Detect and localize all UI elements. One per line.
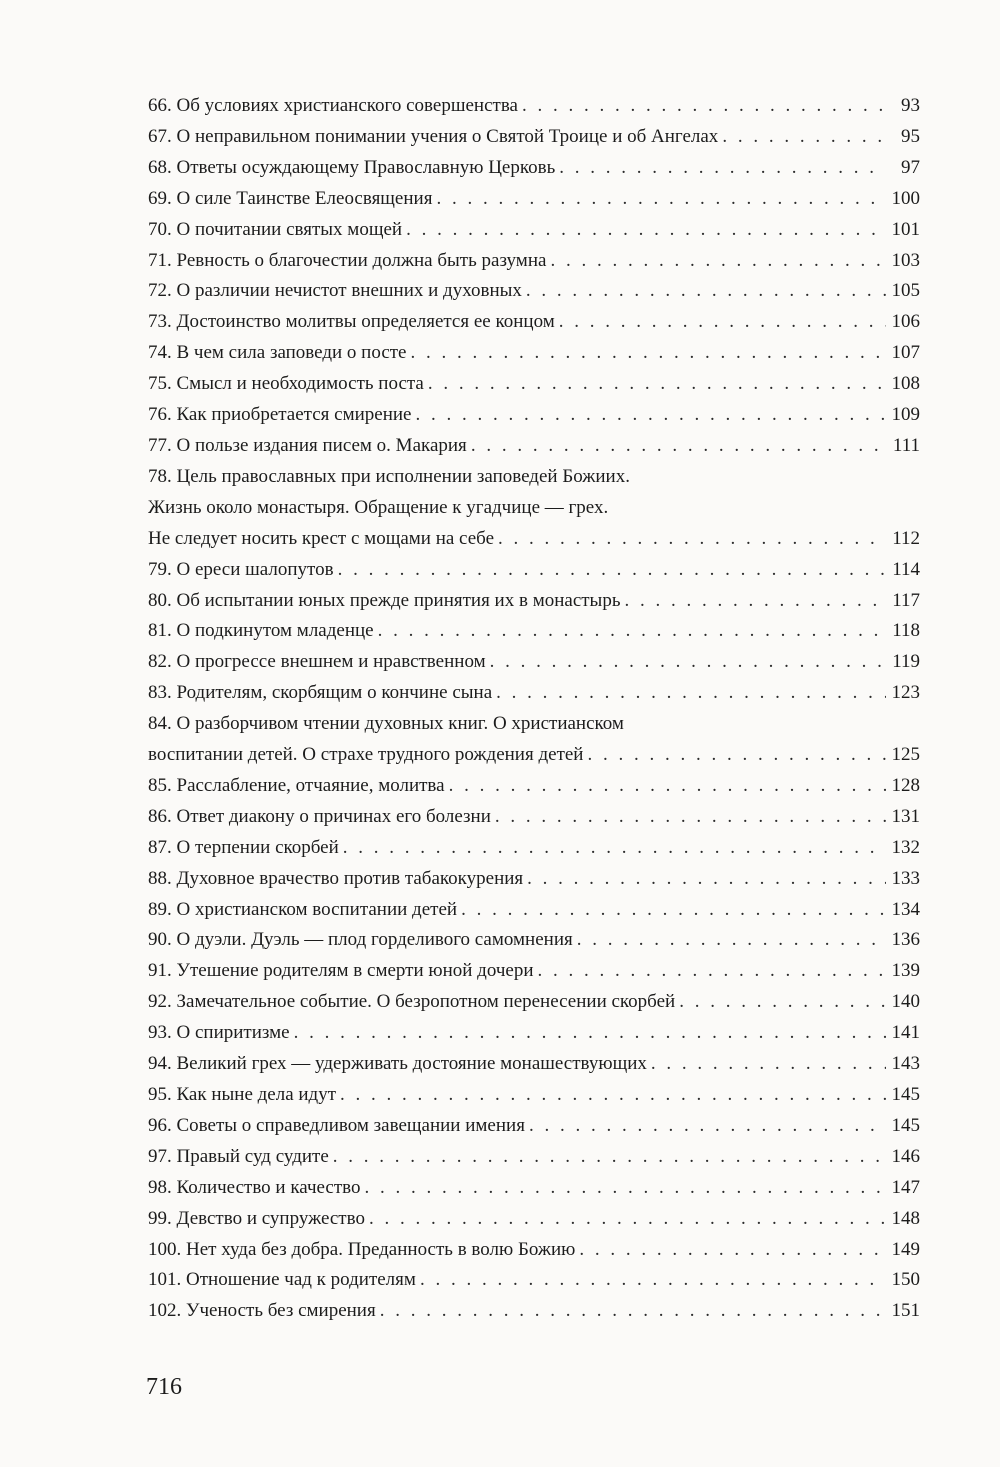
toc-entry-row bbox=[148, 555, 920, 586]
toc-entry-title-line: 88. Духовное врачество против табакокурения bbox=[148, 867, 524, 889]
toc-entry-title-line: 68. Ответы осуждающему Православную Церковь bbox=[148, 156, 556, 178]
toc-entry-page-number: 103 bbox=[891, 249, 920, 271]
toc-entry bbox=[148, 1296, 920, 1327]
toc-entry-title-line: 69. О силе Таинстве Елеосвящения bbox=[148, 187, 433, 209]
toc-entry bbox=[148, 771, 920, 802]
toc-entry-title-line: 78. Цель православных при исполнении заповедей Божиих. bbox=[148, 465, 630, 487]
dot-leader bbox=[559, 153, 886, 184]
toc-entry-row bbox=[148, 1049, 920, 1080]
toc-entry-page-number: 139 bbox=[891, 960, 920, 982]
dot-leader bbox=[471, 431, 886, 462]
toc-entry-page-number: 93 bbox=[901, 95, 920, 116]
toc-entry-page-number: 112 bbox=[892, 527, 920, 549]
toc-entry-title-line: 98. Количество и качество bbox=[148, 1176, 361, 1198]
dot-leader bbox=[625, 586, 887, 617]
toc-entry bbox=[148, 276, 920, 307]
dot-leader bbox=[333, 1142, 886, 1173]
toc-entry bbox=[148, 1265, 920, 1296]
toc-entry bbox=[148, 678, 920, 709]
toc-entry bbox=[148, 1049, 920, 1080]
toc-entry-title-line: 72. О различии нечистот внешних и духовных bbox=[148, 280, 522, 302]
toc-entry bbox=[148, 1111, 920, 1142]
toc-entry bbox=[148, 1080, 920, 1111]
toc-entry-page-number: 105 bbox=[891, 280, 920, 302]
toc-entry-row bbox=[148, 153, 920, 184]
toc-entry bbox=[148, 462, 920, 555]
toc-entry-title-line: 101. Отношение чад к родителям bbox=[148, 1269, 416, 1291]
toc-entry bbox=[148, 1204, 920, 1235]
dot-leader bbox=[579, 1235, 886, 1266]
toc-entry-title-line: 87. О терпении скорбей bbox=[148, 836, 339, 858]
toc-entry-page-number: 146 bbox=[891, 1145, 920, 1167]
toc-entry bbox=[148, 895, 920, 926]
dot-leader bbox=[378, 616, 886, 647]
toc-entry bbox=[148, 1235, 920, 1266]
toc-entry-title-line: 97. Правый суд судите bbox=[148, 1145, 329, 1167]
toc-entry bbox=[148, 246, 920, 277]
toc-entry-page-number: 117 bbox=[892, 589, 920, 611]
dot-leader bbox=[340, 1080, 886, 1111]
toc-entry-page-number: 108 bbox=[891, 373, 920, 395]
toc-entry-page-number: 123 bbox=[891, 682, 920, 704]
dot-leader bbox=[722, 122, 886, 153]
toc-entry-row bbox=[148, 369, 920, 400]
toc-entry-title-line: Жизнь около монастыря. Обращение к угадчице — грех. bbox=[148, 496, 609, 518]
toc-entry-row bbox=[148, 215, 920, 246]
toc-entry-page-number: 140 bbox=[891, 991, 920, 1013]
toc-entry-page-number: 145 bbox=[891, 1114, 920, 1136]
dot-leader bbox=[420, 1265, 886, 1296]
toc-entry-row bbox=[148, 864, 920, 895]
toc-entry-title-line: 70. О почитании святых мощей bbox=[148, 218, 403, 240]
toc-entry-title-line: 92. Замечательное событие. О безропотном перенесении скорбей bbox=[148, 991, 676, 1013]
toc-entry bbox=[148, 864, 920, 895]
toc-entry-page-number: 106 bbox=[891, 311, 920, 333]
toc-entry-row bbox=[148, 1235, 920, 1266]
toc-entry bbox=[148, 956, 920, 987]
toc-entry-row bbox=[148, 1111, 920, 1142]
toc-entry-title-line: 80. Об испытании юных прежде принятия их в монастырь bbox=[148, 589, 621, 611]
toc-entry-title-line: 82. О прогрессе внешнем и нравственном bbox=[148, 651, 486, 673]
dot-leader bbox=[529, 1111, 886, 1142]
toc-entry-row bbox=[148, 802, 920, 833]
toc-entry-row bbox=[148, 771, 920, 802]
toc-entry-page-number: 132 bbox=[891, 836, 920, 858]
toc-entry-row bbox=[148, 307, 920, 338]
toc-entry-row bbox=[148, 740, 920, 771]
toc-entry-row bbox=[148, 184, 920, 215]
toc-entry-title-line: 73. Достоинство молитвы определяется ее концом bbox=[148, 311, 555, 333]
toc-entry bbox=[148, 1173, 920, 1204]
toc-entry-title-line: 86. Ответ диакону о причинах его болезни bbox=[148, 805, 491, 827]
toc-entry-title-line: 67. О неправильном понимании учения о Святой Троице и об Ангелах bbox=[148, 125, 719, 147]
dot-leader bbox=[651, 1049, 886, 1080]
toc-entry-row bbox=[148, 246, 920, 277]
toc-entry-title-line: 95. Как ныне дела идут bbox=[148, 1084, 337, 1105]
toc-entry-page-number: 118 bbox=[892, 620, 920, 642]
dot-leader bbox=[415, 400, 886, 431]
toc-entry-title-line: 71. Ревность о благочестии должна быть разумна bbox=[148, 249, 547, 271]
toc-entry-row bbox=[148, 987, 920, 1018]
toc-entry-row bbox=[148, 338, 920, 369]
dot-leader bbox=[577, 925, 886, 956]
toc-entry-page-number: 114 bbox=[892, 558, 920, 580]
dot-leader bbox=[490, 647, 886, 678]
dot-leader bbox=[411, 338, 887, 369]
toc-entry-page-number: 125 bbox=[891, 744, 920, 766]
toc-entry-title-line: 100. Нет худа без добра. Преданность в волю Божию bbox=[148, 1238, 576, 1260]
toc-entry-page-number: 128 bbox=[891, 774, 920, 796]
dot-leader bbox=[338, 555, 886, 586]
toc-entry-title-line: 94. Великий грех — удерживать достояние монашествующих bbox=[148, 1053, 647, 1075]
toc-entry-row bbox=[148, 122, 920, 153]
toc-entry-page-number: 95 bbox=[901, 125, 920, 147]
toc-entry-row bbox=[148, 1018, 920, 1049]
toc-entry-title-line: 91. Утешение родителям в смерти юной дочери bbox=[148, 960, 534, 982]
toc-entry bbox=[148, 802, 920, 833]
toc-entry-title-line: 85. Расслабление, отчаяние, молитва bbox=[148, 774, 445, 796]
dot-leader bbox=[527, 864, 886, 895]
dot-leader bbox=[428, 369, 886, 400]
toc-entry-page-number: 111 bbox=[892, 434, 920, 456]
toc-entry-title-line: 77. О пользе издания писем о. Макария bbox=[148, 434, 467, 456]
dot-leader bbox=[495, 802, 886, 833]
dot-leader bbox=[343, 833, 886, 864]
dot-leader bbox=[406, 215, 886, 246]
toc-entry bbox=[148, 431, 920, 462]
toc-entry bbox=[148, 709, 920, 771]
toc-entry-page-number: 147 bbox=[891, 1176, 920, 1198]
toc-entry bbox=[148, 925, 920, 956]
toc-entry bbox=[148, 616, 920, 647]
toc-entry-row bbox=[148, 1142, 920, 1173]
dot-leader bbox=[559, 307, 886, 338]
toc-entry bbox=[148, 1018, 920, 1049]
toc-entry-title-line: 74. В чем сила заповеди о посте bbox=[148, 342, 407, 364]
toc-entry bbox=[148, 647, 920, 678]
dot-leader bbox=[369, 1204, 886, 1235]
dot-leader bbox=[526, 276, 886, 307]
dot-leader bbox=[587, 740, 886, 771]
toc-entry-page-number: 133 bbox=[891, 867, 920, 889]
page-number: 716 bbox=[146, 1374, 182, 1400]
toc-entry-page-number: 149 bbox=[891, 1238, 920, 1260]
toc-entry-page-number: 134 bbox=[891, 898, 920, 920]
toc-entry-row bbox=[148, 925, 920, 956]
toc-entry-row bbox=[148, 956, 920, 987]
toc-entry bbox=[148, 215, 920, 246]
toc-entry-title-line: 99. Девство и супружество bbox=[148, 1207, 365, 1229]
toc-entry-title-line: воспитании детей. О страхе трудного рождения детей bbox=[148, 744, 584, 766]
toc-entry-row bbox=[148, 1080, 920, 1111]
dot-leader bbox=[537, 956, 886, 987]
toc-entry-title-line: 90. О дуэли. Дуэль — плод горделивого самомнения bbox=[148, 929, 573, 951]
toc-entry-row bbox=[148, 524, 920, 555]
toc-entry bbox=[148, 122, 920, 153]
toc-entry-row bbox=[148, 1173, 920, 1204]
toc-entry bbox=[148, 184, 920, 215]
dot-leader bbox=[449, 771, 886, 802]
toc-entry bbox=[148, 91, 920, 122]
toc-entry bbox=[148, 153, 920, 184]
table-of-contents bbox=[148, 91, 920, 1327]
toc-entry-row bbox=[148, 678, 920, 709]
dot-leader bbox=[522, 91, 886, 122]
toc-entry-page-number: 101 bbox=[891, 218, 920, 240]
toc-entry-page-number: 119 bbox=[892, 651, 920, 673]
dot-leader bbox=[294, 1018, 886, 1049]
toc-entry-title-line: 84. О разборчивом чтении духовных книг. О христианском bbox=[148, 713, 624, 735]
toc-entry-title-line: 66. Об условиях христианского совершенства bbox=[148, 95, 518, 116]
toc-entry bbox=[148, 307, 920, 338]
toc-entry-page-number: 131 bbox=[891, 805, 920, 827]
toc-entry-page-number: 143 bbox=[891, 1053, 920, 1075]
dot-leader bbox=[365, 1173, 887, 1204]
toc-entry-page-number: 145 bbox=[891, 1084, 920, 1105]
toc-entry bbox=[148, 555, 920, 586]
toc-entry-page-number: 150 bbox=[891, 1269, 920, 1291]
toc-entry-title-line: 93. О спиритизме bbox=[148, 1022, 290, 1044]
toc-entry bbox=[148, 586, 920, 617]
dot-leader bbox=[679, 987, 886, 1018]
toc-entry-row bbox=[148, 833, 920, 864]
toc-entry-page-number: 107 bbox=[891, 342, 920, 364]
toc-entry-title-line: 83. Родителям, скорбящим о кончине сына bbox=[148, 682, 493, 704]
toc-entry-page-number: 136 bbox=[891, 929, 920, 951]
dot-leader bbox=[436, 184, 886, 215]
toc-entry-title-line: 75. Смысл и необходимость поста bbox=[148, 373, 424, 395]
toc-entry-title-line: Не следует носить крест с мощами на себе bbox=[148, 527, 494, 549]
toc-entry-page-number: 151 bbox=[891, 1300, 920, 1322]
toc-entry-page-number: 97 bbox=[901, 156, 920, 178]
toc-entry-row bbox=[148, 1204, 920, 1235]
toc-entry bbox=[148, 1142, 920, 1173]
toc-entry-row bbox=[148, 1296, 920, 1327]
toc-entry-title-line: 102. Ученость без смирения bbox=[148, 1300, 376, 1322]
toc-entry-page-number: 109 bbox=[891, 404, 920, 426]
toc-entry-row bbox=[148, 586, 920, 617]
toc-entry-page-number: 100 bbox=[891, 187, 920, 209]
toc-entry-row bbox=[148, 91, 920, 122]
toc-entry-row bbox=[148, 1265, 920, 1296]
dot-leader bbox=[380, 1296, 886, 1327]
dot-leader bbox=[498, 524, 886, 555]
toc-entry-title-line: 81. О подкинутом младенце bbox=[148, 620, 374, 642]
toc-entry bbox=[148, 400, 920, 431]
toc-entry-page-number: 141 bbox=[891, 1022, 920, 1044]
toc-entry-title-line: 79. О ереси шалопутов bbox=[148, 558, 334, 580]
toc-entry-row bbox=[148, 895, 920, 926]
dot-leader bbox=[461, 895, 886, 926]
toc-entry-title-line: 89. О христианском воспитании детей bbox=[148, 898, 458, 920]
toc-entry-row bbox=[148, 616, 920, 647]
dot-leader bbox=[550, 246, 886, 277]
toc-entry-title-line: 76. Как приобретается смирение bbox=[148, 404, 412, 426]
toc-entry-row bbox=[148, 431, 920, 462]
dot-leader bbox=[496, 678, 886, 709]
toc-entry bbox=[148, 369, 920, 400]
toc-entry bbox=[148, 987, 920, 1018]
toc-entry-row bbox=[148, 276, 920, 307]
toc-entry bbox=[148, 338, 920, 369]
toc-entry-page-number: 148 bbox=[891, 1207, 920, 1229]
toc-entry-title-line: 96. Советы о справедливом завещании имения bbox=[148, 1114, 525, 1136]
toc-entry-row bbox=[148, 400, 920, 431]
toc-entry-row bbox=[148, 647, 920, 678]
toc-entry bbox=[148, 833, 920, 864]
